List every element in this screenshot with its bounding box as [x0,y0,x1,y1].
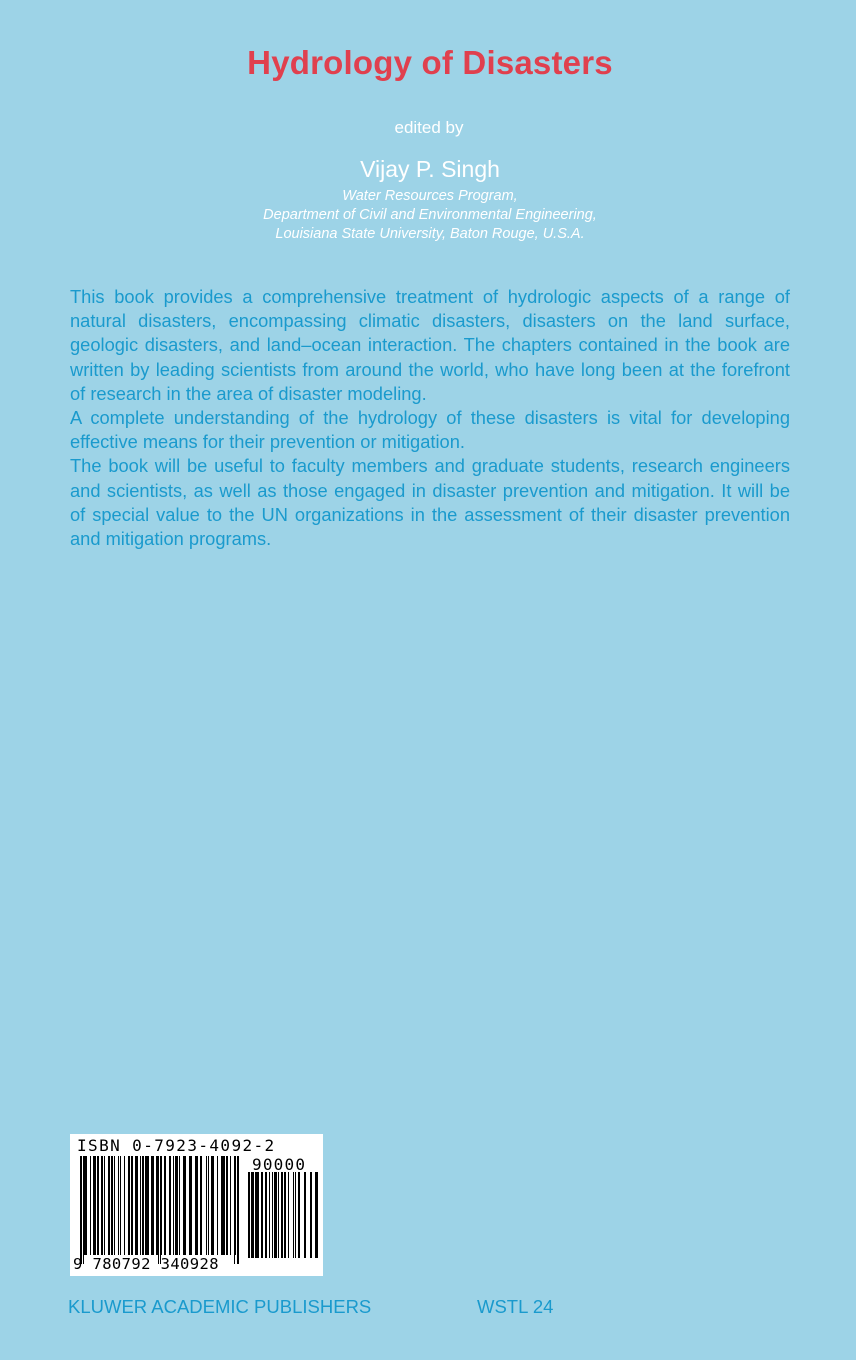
barcode-bar [118,1156,119,1255]
barcode-bar [217,1156,218,1255]
ean-digits: 9 780792 340928 [73,1255,219,1273]
barcode-bar [269,1172,270,1258]
barcode-bar [131,1156,133,1255]
affiliation-line: Water Resources Program, [342,188,518,204]
barcode-bar [90,1156,91,1255]
editor-affiliation [0,187,856,244]
barcode-bar [93,1156,96,1255]
barcode-bar [124,1156,125,1255]
description-paragraph: The book will be useful to faculty members and graduate students, research engineers and scientists, as well as those engaged in disaster prevention and mitigation. It will be of special value to the UN organizations in the assessment of their disaster prevention and mitigation programs. [70,455,790,550]
affiliation-line: Department of Civil and Environmental Engineering, [263,207,597,223]
barcode-bar [295,1172,296,1258]
editor-name: Vijay P. Singh [360,156,500,182]
barcode-bar [169,1156,171,1255]
barcode-bar [265,1172,267,1258]
description-paragraph: A complete understanding of the hydrology of these disasters is vital for developing effective means for their prevention or mitigation. [70,407,790,453]
barcode-bar [315,1172,318,1258]
barcode-bar [135,1156,138,1255]
barcode-bar [230,1156,231,1255]
isbn-barcode [70,1134,323,1276]
barcode-guard-bar [237,1156,239,1264]
barcode-bar [274,1172,277,1258]
barcode-bar [293,1172,294,1258]
barcode-bar [145,1156,149,1255]
barcode-guard-bar [160,1156,161,1264]
barcode-bar [114,1156,115,1255]
affiliation-line: Louisiana State University, Baton Rouge, U.S.A. [275,226,585,242]
barcode-bar [248,1172,250,1258]
barcode-bar [251,1172,254,1258]
barcode-bar [164,1156,166,1255]
barcode-bar [208,1156,209,1255]
barcode-bar [200,1156,202,1255]
barcode-bar [235,1156,236,1255]
barcode-bar [288,1172,289,1258]
barcode-bar [101,1156,103,1255]
barcode-bar [255,1172,259,1258]
barcode-bar [281,1172,283,1258]
barcode-bar [226,1156,228,1255]
barcode-bar [304,1172,306,1258]
barcode-bar [189,1156,192,1255]
barcode-bar [120,1156,121,1255]
barcode-bar [84,1156,87,1255]
book-description [70,285,790,551]
barcode-bar [151,1156,154,1255]
price-code: 90000 [252,1155,307,1174]
description-paragraph: This book provides a comprehensive treatment of hydrologic aspects of a range of natural disasters, encompassing climatic disasters, disasters on the land surface, geologic disasters, and land–ocean interaction. The chapters contained in the book are written by leading scientists from around the world, who have long been at the forefront of research in the area of disaster modeling. [70,286,790,404]
series-code: WSTL 24 [477,1296,554,1317]
edited-by-label: edited by [394,118,464,137]
barcode-guard-bar [80,1156,82,1264]
barcode-bar [173,1156,174,1255]
barcode-bar [97,1156,99,1255]
book-title: Hydrology of Disasters [247,44,613,81]
barcode-bar [111,1156,113,1255]
barcode-guard-bar [83,1156,84,1264]
barcode-bar [108,1156,110,1255]
barcode-bar [284,1172,286,1258]
barcode-guard-bar [158,1156,159,1264]
barcode-bar [175,1156,178,1255]
isbn-label: ISBN 0-7923-4092-2 [77,1136,276,1155]
publisher-name: KLUWER ACADEMIC PUBLISHERS [68,1296,372,1317]
barcode-guard-bar [234,1156,235,1264]
barcode-bar [278,1172,279,1258]
barcode-bar [261,1172,263,1258]
barcode-bar [221,1156,225,1255]
barcode-bar [142,1156,144,1255]
barcode-bar [272,1172,273,1258]
barcode-bar [298,1172,300,1258]
barcode-bar [310,1172,312,1258]
barcode-bar [206,1156,207,1255]
barcode-bar [140,1156,141,1255]
barcode-bar [179,1156,180,1255]
barcode-bar [128,1156,130,1255]
barcode-bar [195,1156,198,1255]
barcode-bar [183,1156,186,1255]
barcode-bar [104,1156,105,1255]
barcode-bar [211,1156,214,1255]
